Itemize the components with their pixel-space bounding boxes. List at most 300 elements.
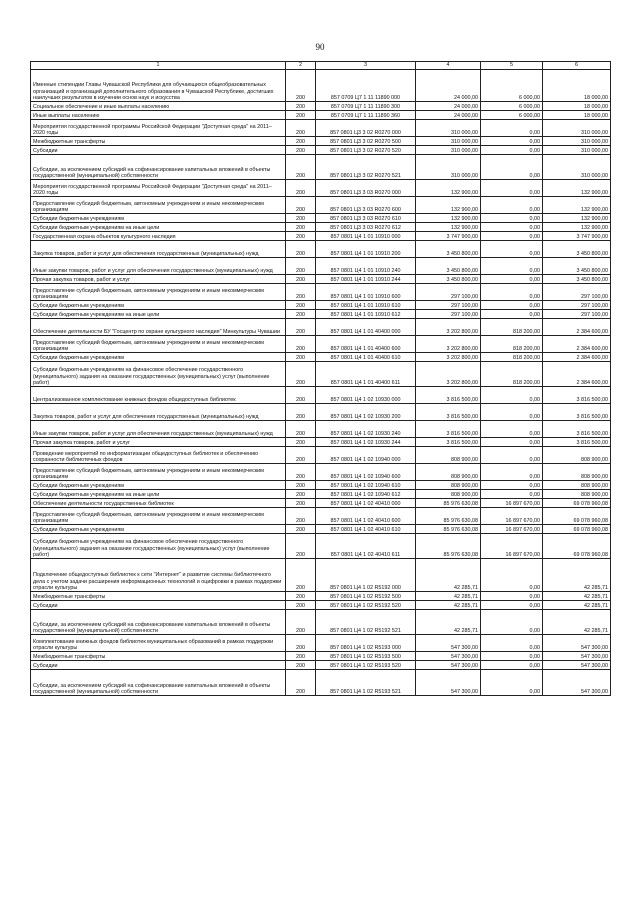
amount-column-6: 3 450 800,00 bbox=[543, 241, 611, 258]
amount-column-5: 0,00 bbox=[481, 120, 543, 137]
amount-column-6: 547 300,00 bbox=[543, 635, 611, 652]
budget-code: 857 0801 Ц3 3 02 R0270 000 bbox=[316, 120, 416, 137]
amount-column-5: 0,00 bbox=[481, 310, 543, 319]
row-column-2: 200 bbox=[286, 661, 316, 670]
amount-column-6: 69 078 960,08 bbox=[543, 525, 611, 534]
amount-column-5: 0,00 bbox=[481, 421, 543, 438]
table-row bbox=[31, 601, 611, 610]
row-column-2: 200 bbox=[286, 137, 316, 146]
amount-column-5: 0,00 bbox=[481, 481, 543, 490]
amount-column-6: 3 816 500,00 bbox=[543, 438, 611, 447]
table-row bbox=[31, 508, 611, 525]
amount-total: 3 202 800,00 bbox=[416, 362, 481, 387]
row-column-2: 200 bbox=[286, 438, 316, 447]
amount-column-5: 0,00 bbox=[481, 214, 543, 223]
budget-code: 857 0801 Ц3 3 03 R0270 600 bbox=[316, 197, 416, 214]
amount-column-6: 3 747 900,00 bbox=[543, 232, 611, 241]
row-column-2: 200 bbox=[286, 635, 316, 652]
amount-column-6: 297 100,00 bbox=[543, 284, 611, 301]
amount-column-5: 0,00 bbox=[481, 387, 543, 404]
amount-column-6: 808 900,00 bbox=[543, 464, 611, 481]
row-description: Субсидии bbox=[31, 146, 286, 155]
amount-total: 547 300,00 bbox=[416, 661, 481, 670]
budget-code: 857 0709 Ц7 1 11 11890 300 bbox=[316, 102, 416, 111]
amount-column-5: 0,00 bbox=[481, 241, 543, 258]
table-row bbox=[31, 111, 611, 120]
table-row bbox=[31, 353, 611, 362]
amount-total: 3 450 800,00 bbox=[416, 275, 481, 284]
table-row bbox=[31, 275, 611, 284]
amount-total: 547 300,00 bbox=[416, 635, 481, 652]
table-row bbox=[31, 180, 611, 197]
amount-column-6: 42 285,71 bbox=[543, 610, 611, 635]
table-row bbox=[31, 137, 611, 146]
amount-column-6: 310 000,00 bbox=[543, 155, 611, 180]
row-description: Мероприятия государственной программы Российской Федерации "Доступная среда" на 2011–2020 годы bbox=[31, 180, 286, 197]
budget-code: 857 0801 Ц3 3 03 R0270 000 bbox=[316, 180, 416, 197]
amount-column-5: 0,00 bbox=[481, 180, 543, 197]
amount-column-6: 808 900,00 bbox=[543, 447, 611, 464]
amount-column-5: 6 000,00 bbox=[481, 111, 543, 120]
row-column-2: 200 bbox=[286, 610, 316, 635]
amount-column-6: 547 300,00 bbox=[543, 670, 611, 696]
amount-column-6: 69 078 960,08 bbox=[543, 508, 611, 525]
table-row bbox=[31, 421, 611, 438]
amount-column-6: 18 000,00 bbox=[543, 70, 611, 102]
amount-column-6: 2 384 600,00 bbox=[543, 353, 611, 362]
budget-code: 857 0801 Ц4 1 02 40410 611 bbox=[316, 534, 416, 559]
amount-column-6: 3 816 500,00 bbox=[543, 404, 611, 421]
budget-code: 857 0801 Ц4 1 02 10930 200 bbox=[316, 404, 416, 421]
row-description: Государственная охрана объектов культурного наследия bbox=[31, 232, 286, 241]
table-row bbox=[31, 499, 611, 508]
row-column-2: 200 bbox=[286, 102, 316, 111]
row-description: Межбюджетные трансферты bbox=[31, 592, 286, 601]
amount-column-5: 16 897 670,00 bbox=[481, 499, 543, 508]
budget-code: 857 0801 Ц4 1 02 R5192 520 bbox=[316, 601, 416, 610]
row-description: Закупка товаров, работ и услуг для обеспечения государственных (муниципальных) нужд bbox=[31, 404, 286, 421]
table-row bbox=[31, 490, 611, 499]
table-row bbox=[31, 464, 611, 481]
budget-code: 857 0801 Ц4 1 01 10910 200 bbox=[316, 241, 416, 258]
amount-column-5: 0,00 bbox=[481, 155, 543, 180]
row-description: Иные выплаты населению bbox=[31, 111, 286, 120]
amount-column-6: 132 900,00 bbox=[543, 197, 611, 214]
table-row bbox=[31, 670, 611, 696]
amount-total: 132 900,00 bbox=[416, 214, 481, 223]
amount-column-5: 0,00 bbox=[481, 275, 543, 284]
budget-code: 857 0801 Ц4 1 02 R5192 500 bbox=[316, 592, 416, 601]
row-column-2: 200 bbox=[286, 319, 316, 336]
row-column-2: 200 bbox=[286, 353, 316, 362]
amount-column-5: 0,00 bbox=[481, 146, 543, 155]
amount-total: 42 285,71 bbox=[416, 592, 481, 601]
row-description: Мероприятия государственной программы Российской Федерации "Доступная среда" на 2011–2020 годы bbox=[31, 120, 286, 137]
row-column-2: 200 bbox=[286, 481, 316, 490]
row-description: Субсидии бюджетным учреждениям bbox=[31, 481, 286, 490]
table-row bbox=[31, 241, 611, 258]
amount-total: 808 900,00 bbox=[416, 447, 481, 464]
row-description: Субсидии бюджетным учреждениям на иные цели bbox=[31, 490, 286, 499]
budget-code: 857 0801 Ц4 1 01 40400 610 bbox=[316, 353, 416, 362]
amount-column-5: 818 200,00 bbox=[481, 362, 543, 387]
column-header: 4 bbox=[416, 62, 481, 70]
row-description: Субсидии бюджетным учреждениям на финансовое обеспечение государственного (муниципального) задания на оказание государственных (муниципальных) услуг (выполнение работ) bbox=[31, 534, 286, 559]
row-column-2: 200 bbox=[286, 275, 316, 284]
row-column-2: 200 bbox=[286, 258, 316, 275]
row-description: Комплектование книжных фондов библиотек муниципальных образований в рамках поддержки отрасли культуры bbox=[31, 635, 286, 652]
amount-column-6: 42 285,71 bbox=[543, 592, 611, 601]
table-row bbox=[31, 652, 611, 661]
row-column-2: 200 bbox=[286, 387, 316, 404]
row-column-2: 200 bbox=[286, 214, 316, 223]
amount-total: 42 285,71 bbox=[416, 559, 481, 592]
amount-column-5: 0,00 bbox=[481, 404, 543, 421]
budget-code: 857 0801 Ц4 1 02 R5192 521 bbox=[316, 610, 416, 635]
budget-table bbox=[30, 61, 611, 696]
amount-total: 310 000,00 bbox=[416, 155, 481, 180]
row-description: Предоставление субсидий бюджетным, автономным учреждениям и иным некоммерческим организациям bbox=[31, 464, 286, 481]
amount-column-6: 808 900,00 bbox=[543, 481, 611, 490]
amount-total: 547 300,00 bbox=[416, 670, 481, 696]
amount-total: 310 000,00 bbox=[416, 146, 481, 155]
budget-code: 857 0801 Ц4 1 02 R5192 000 bbox=[316, 559, 416, 592]
budget-code: 857 0801 Ц3 3 03 R0270 612 bbox=[316, 223, 416, 232]
table-row bbox=[31, 447, 611, 464]
table-row bbox=[31, 284, 611, 301]
amount-total: 3 202 800,00 bbox=[416, 319, 481, 336]
amount-column-6: 42 285,71 bbox=[543, 601, 611, 610]
amount-column-6: 310 000,00 bbox=[543, 137, 611, 146]
table-row bbox=[31, 336, 611, 353]
row-description: Обеспечение деятельности БУ "Госцентр по охране культурного наследия" Минкультуры Чувашии bbox=[31, 319, 286, 336]
table-row bbox=[31, 525, 611, 534]
table-row bbox=[31, 534, 611, 559]
amount-column-6: 3 816 500,00 bbox=[543, 421, 611, 438]
table-row bbox=[31, 387, 611, 404]
amount-column-6: 2 384 600,00 bbox=[543, 336, 611, 353]
table-row bbox=[31, 232, 611, 241]
amount-column-6: 297 100,00 bbox=[543, 301, 611, 310]
amount-total: 310 000,00 bbox=[416, 120, 481, 137]
budget-code: 857 0801 Ц4 1 02 R5193 521 bbox=[316, 670, 416, 696]
row-column-2: 200 bbox=[286, 301, 316, 310]
amount-column-6: 547 300,00 bbox=[543, 652, 611, 661]
budget-code: 857 0801 Ц4 1 02 10930 244 bbox=[316, 438, 416, 447]
amount-column-6: 3 450 800,00 bbox=[543, 275, 611, 284]
row-column-2: 200 bbox=[286, 447, 316, 464]
amount-column-5: 818 200,00 bbox=[481, 319, 543, 336]
budget-code: 857 0801 Ц4 1 01 10910 600 bbox=[316, 284, 416, 301]
row-column-2: 200 bbox=[286, 464, 316, 481]
amount-total: 3 202 800,00 bbox=[416, 353, 481, 362]
amount-column-5: 0,00 bbox=[481, 652, 543, 661]
amount-column-6: 808 900,00 bbox=[543, 490, 611, 499]
amount-total: 3 816 500,00 bbox=[416, 421, 481, 438]
row-column-2: 200 bbox=[286, 490, 316, 499]
row-description: Социальное обеспечение и иные выплаты населению bbox=[31, 102, 286, 111]
row-description: Субсидии бюджетным учреждениям bbox=[31, 525, 286, 534]
budget-code: 857 0801 Ц4 1 01 40400 611 bbox=[316, 362, 416, 387]
amount-total: 3 450 800,00 bbox=[416, 258, 481, 275]
amount-column-6: 18 000,00 bbox=[543, 102, 611, 111]
row-description: Прочая закупка товаров, работ и услуг bbox=[31, 275, 286, 284]
budget-code: 857 0709 Ц7 1 11 11890 360 bbox=[316, 111, 416, 120]
row-description: Закупка товаров, работ и услуг для обеспечения государственных (муниципальных) нужд bbox=[31, 241, 286, 258]
amount-total: 547 300,00 bbox=[416, 652, 481, 661]
amount-column-5: 0,00 bbox=[481, 197, 543, 214]
amount-column-5: 0,00 bbox=[481, 635, 543, 652]
amount-total: 132 900,00 bbox=[416, 223, 481, 232]
row-description: Предоставление субсидий бюджетным, автономным учреждениям и иным некоммерческим организациям bbox=[31, 508, 286, 525]
table-row bbox=[31, 120, 611, 137]
amount-column-5: 0,00 bbox=[481, 223, 543, 232]
budget-code: 857 0801 Ц3 3 02 R0270 520 bbox=[316, 146, 416, 155]
amount-column-6: 2 384 600,00 bbox=[543, 319, 611, 336]
budget-code: 857 0801 Ц4 1 02 10940 000 bbox=[316, 447, 416, 464]
amount-total: 3 747 900,00 bbox=[416, 232, 481, 241]
row-column-2: 200 bbox=[286, 559, 316, 592]
amount-column-5: 0,00 bbox=[481, 592, 543, 601]
row-column-2: 200 bbox=[286, 70, 316, 102]
amount-column-6: 132 900,00 bbox=[543, 223, 611, 232]
amount-column-6: 42 285,71 bbox=[543, 559, 611, 592]
row-description: Централизованное комплектование книжных фондов общедоступных библиотек bbox=[31, 387, 286, 404]
budget-code: 857 0801 Ц4 1 01 40400 600 bbox=[316, 336, 416, 353]
amount-total: 24 000,00 bbox=[416, 102, 481, 111]
amount-total: 85 976 630,08 bbox=[416, 508, 481, 525]
table-row bbox=[31, 223, 611, 232]
amount-column-6: 3 816 500,00 bbox=[543, 387, 611, 404]
amount-column-6: 547 300,00 bbox=[543, 661, 611, 670]
table-row bbox=[31, 214, 611, 223]
amount-column-5: 818 200,00 bbox=[481, 353, 543, 362]
amount-column-6: 69 078 960,08 bbox=[543, 534, 611, 559]
budget-code: 857 0801 Ц4 1 02 40410 600 bbox=[316, 508, 416, 525]
row-description: Предоставление субсидий бюджетным, автономным учреждениям и иным некоммерческим организациям bbox=[31, 336, 286, 353]
budget-code: 857 0801 Ц4 1 02 R5193 500 bbox=[316, 652, 416, 661]
table-row bbox=[31, 635, 611, 652]
table-row bbox=[31, 438, 611, 447]
table-row bbox=[31, 404, 611, 421]
amount-column-6: 2 384 600,00 bbox=[543, 362, 611, 387]
row-column-2: 200 bbox=[286, 241, 316, 258]
budget-code: 857 0801 Ц4 1 01 40400 000 bbox=[316, 319, 416, 336]
budget-code: 857 0801 Ц4 1 02 10930 000 bbox=[316, 387, 416, 404]
row-column-2: 200 bbox=[286, 499, 316, 508]
amount-column-5: 0,00 bbox=[481, 670, 543, 696]
row-column-2: 200 bbox=[286, 310, 316, 319]
amount-column-5: 6 000,00 bbox=[481, 70, 543, 102]
row-description: Именные стипендии Главы Чувашской Республики для обучающихся общеобразовательных организаций и организаций дополнительного образования в Чувашской Республике, достигших наилучших результатов в изучении основ наук и искусства bbox=[31, 70, 286, 102]
row-description: Субсидии бюджетным учреждениям bbox=[31, 353, 286, 362]
budget-code: 857 0801 Ц4 1 02 40410 000 bbox=[316, 499, 416, 508]
row-description: Проведение мероприятий по информатизации общедоступных библиотек и обеспечению сохранности библиотечных фондов bbox=[31, 447, 286, 464]
table-row bbox=[31, 70, 611, 102]
row-column-2: 200 bbox=[286, 197, 316, 214]
row-description: Субсидии bbox=[31, 661, 286, 670]
table-row bbox=[31, 197, 611, 214]
amount-column-6: 69 078 960,08 bbox=[543, 499, 611, 508]
table-row bbox=[31, 319, 611, 336]
amount-total: 297 100,00 bbox=[416, 310, 481, 319]
row-column-2: 200 bbox=[286, 120, 316, 137]
column-header: 3 bbox=[316, 62, 416, 70]
row-description: Подключение общедоступных библиотек к сети "Интернет" и развитие системы библиотечного дела с учетом задачи расширения информационных технологий и оцифровки в рамках поддержки отрасли культуры bbox=[31, 559, 286, 592]
row-column-2: 200 bbox=[286, 652, 316, 661]
amount-column-5: 16 897 670,00 bbox=[481, 534, 543, 559]
budget-code: 857 0801 Ц3 3 02 R0270 500 bbox=[316, 137, 416, 146]
amount-column-6: 310 000,00 bbox=[543, 120, 611, 137]
row-description: Субсидии бюджетным учреждениям на иные цели bbox=[31, 310, 286, 319]
row-column-2: 200 bbox=[286, 508, 316, 525]
row-description: Субсидии, за исключением субсидий на софинансирование капитальных вложений в объекты государственной (муниципальной) собственности bbox=[31, 610, 286, 635]
row-column-2: 200 bbox=[286, 232, 316, 241]
row-column-2: 200 bbox=[286, 146, 316, 155]
amount-total: 132 900,00 bbox=[416, 180, 481, 197]
amount-total: 132 900,00 bbox=[416, 197, 481, 214]
page-number: 90 bbox=[315, 42, 325, 52]
budget-code: 857 0801 Ц4 1 01 10910 612 bbox=[316, 310, 416, 319]
row-column-2: 200 bbox=[286, 534, 316, 559]
amount-total: 3 816 500,00 bbox=[416, 387, 481, 404]
table-row bbox=[31, 661, 611, 670]
column-header: 1 bbox=[31, 62, 286, 70]
amount-column-5: 0,00 bbox=[481, 438, 543, 447]
amount-total: 85 976 630,08 bbox=[416, 534, 481, 559]
row-column-2: 200 bbox=[286, 155, 316, 180]
budget-code: 857 0801 Ц4 1 02 R5193 000 bbox=[316, 635, 416, 652]
table-row bbox=[31, 481, 611, 490]
row-description: Иные закупки товаров, работ и услуг для обеспечения государственных (муниципальных) нужд bbox=[31, 258, 286, 275]
amount-column-5: 0,00 bbox=[481, 559, 543, 592]
budget-code: 857 0801 Ц4 1 01 10910 000 bbox=[316, 232, 416, 241]
row-column-2: 200 bbox=[286, 404, 316, 421]
amount-total: 297 100,00 bbox=[416, 301, 481, 310]
amount-column-6: 132 900,00 bbox=[543, 180, 611, 197]
amount-column-6: 297 100,00 bbox=[543, 310, 611, 319]
budget-code: 857 0801 Ц4 1 02 10930 240 bbox=[316, 421, 416, 438]
budget-code: 857 0801 Ц4 1 01 10910 244 bbox=[316, 275, 416, 284]
amount-total: 3 816 500,00 bbox=[416, 404, 481, 421]
row-description: Субсидии bbox=[31, 601, 286, 610]
amount-column-6: 132 900,00 bbox=[543, 214, 611, 223]
row-description: Предоставление субсидий бюджетным, автономным учреждениям и иным некоммерческим организациям bbox=[31, 197, 286, 214]
row-description: Предоставление субсидий бюджетным, автономным учреждениям и иным некоммерческим организациям bbox=[31, 284, 286, 301]
header-row bbox=[31, 62, 611, 70]
row-description: Прочая закупка товаров, работ и услуг bbox=[31, 438, 286, 447]
amount-column-5: 0,00 bbox=[481, 447, 543, 464]
row-column-2: 200 bbox=[286, 670, 316, 696]
table-row bbox=[31, 559, 611, 592]
table-row bbox=[31, 155, 611, 180]
amount-total: 85 976 630,08 bbox=[416, 499, 481, 508]
amount-total: 3 816 500,00 bbox=[416, 438, 481, 447]
row-description: Субсидии бюджетным учреждениям на финансовое обеспечение государственного (муниципального) задания на оказание государственных (муниципальных) услуг (выполнение работ) bbox=[31, 362, 286, 387]
budget-code: 857 0801 Ц3 3 02 R0270 521 bbox=[316, 155, 416, 180]
row-column-2: 200 bbox=[286, 111, 316, 120]
amount-total: 24 000,00 bbox=[416, 111, 481, 120]
budget-code: 857 0801 Ц4 1 02 10940 600 bbox=[316, 464, 416, 481]
table-row bbox=[31, 102, 611, 111]
amount-total: 808 900,00 bbox=[416, 490, 481, 499]
row-description: Иные закупки товаров, работ и услуг для обеспечения государственных (муниципальных) нужд bbox=[31, 421, 286, 438]
amount-total: 3 202 800,00 bbox=[416, 336, 481, 353]
row-description: Субсидии бюджетным учреждениям bbox=[31, 301, 286, 310]
row-column-2: 200 bbox=[286, 601, 316, 610]
amount-column-5: 818 200,00 bbox=[481, 336, 543, 353]
amount-column-6: 18 000,00 bbox=[543, 111, 611, 120]
amount-column-5: 0,00 bbox=[481, 137, 543, 146]
column-header: 5 bbox=[481, 62, 543, 70]
amount-column-5: 0,00 bbox=[481, 284, 543, 301]
amount-total: 42 285,71 bbox=[416, 610, 481, 635]
amount-column-6: 310 000,00 bbox=[543, 146, 611, 155]
row-description: Межбюджетные трансферты bbox=[31, 652, 286, 661]
amount-total: 24 000,00 bbox=[416, 70, 481, 102]
budget-code: 857 0801 Ц4 1 01 10910 240 bbox=[316, 258, 416, 275]
column-header: 6 bbox=[543, 62, 611, 70]
row-column-2: 200 bbox=[286, 592, 316, 601]
budget-code: 857 0801 Ц4 1 02 40410 610 bbox=[316, 525, 416, 534]
row-description: Межбюджетные трансферты bbox=[31, 137, 286, 146]
row-description: Субсидии, за исключением субсидий на софинансирование капитальных вложений в объекты государственной (муниципальной) собственности bbox=[31, 155, 286, 180]
amount-total: 3 450 800,00 bbox=[416, 241, 481, 258]
budget-code: 857 0801 Ц4 1 02 10940 610 bbox=[316, 481, 416, 490]
table-body bbox=[31, 70, 611, 696]
row-description: Субсидии, за исключением субсидий на софинансирование капитальных вложений в объекты государственной (муниципальной) собственности bbox=[31, 670, 286, 696]
row-column-2: 200 bbox=[286, 525, 316, 534]
table-row bbox=[31, 301, 611, 310]
amount-column-5: 0,00 bbox=[481, 258, 543, 275]
amount-column-5: 0,00 bbox=[481, 601, 543, 610]
column-header: 2 bbox=[286, 62, 316, 70]
amount-column-5: 0,00 bbox=[481, 301, 543, 310]
row-description: Субсидии бюджетным учреждениям bbox=[31, 214, 286, 223]
row-column-2: 200 bbox=[286, 421, 316, 438]
amount-column-5: 0,00 bbox=[481, 610, 543, 635]
row-column-2: 200 bbox=[286, 336, 316, 353]
amount-column-5: 16 897 670,00 bbox=[481, 508, 543, 525]
table-row bbox=[31, 146, 611, 155]
row-description: Субсидии бюджетным учреждениям на иные цели bbox=[31, 223, 286, 232]
table-row bbox=[31, 310, 611, 319]
amount-column-5: 0,00 bbox=[481, 661, 543, 670]
amount-column-5: 0,00 bbox=[481, 464, 543, 481]
amount-column-5: 0,00 bbox=[481, 490, 543, 499]
row-column-2: 200 bbox=[286, 180, 316, 197]
amount-column-5: 6 000,00 bbox=[481, 102, 543, 111]
table-row bbox=[31, 362, 611, 387]
amount-total: 310 000,00 bbox=[416, 137, 481, 146]
row-description: Обеспечение деятельности государственных библиотек bbox=[31, 499, 286, 508]
table-row bbox=[31, 610, 611, 635]
amount-total: 297 100,00 bbox=[416, 284, 481, 301]
table-row bbox=[31, 258, 611, 275]
budget-code: 857 0801 Ц4 1 02 10940 612 bbox=[316, 490, 416, 499]
amount-column-6: 3 450 800,00 bbox=[543, 258, 611, 275]
amount-column-5: 0,00 bbox=[481, 232, 543, 241]
row-column-2: 200 bbox=[286, 284, 316, 301]
budget-code: 857 0801 Ц3 3 03 R0270 610 bbox=[316, 214, 416, 223]
amount-column-5: 16 897 670,00 bbox=[481, 525, 543, 534]
amount-total: 808 900,00 bbox=[416, 481, 481, 490]
budget-code: 857 0801 Ц4 1 01 10910 610 bbox=[316, 301, 416, 310]
budget-code: 857 0709 Ц7 1 11 11890 000 bbox=[316, 70, 416, 102]
amount-total: 808 900,00 bbox=[416, 464, 481, 481]
amount-total: 85 976 630,08 bbox=[416, 525, 481, 534]
budget-code: 857 0801 Ц4 1 02 R5193 520 bbox=[316, 661, 416, 670]
